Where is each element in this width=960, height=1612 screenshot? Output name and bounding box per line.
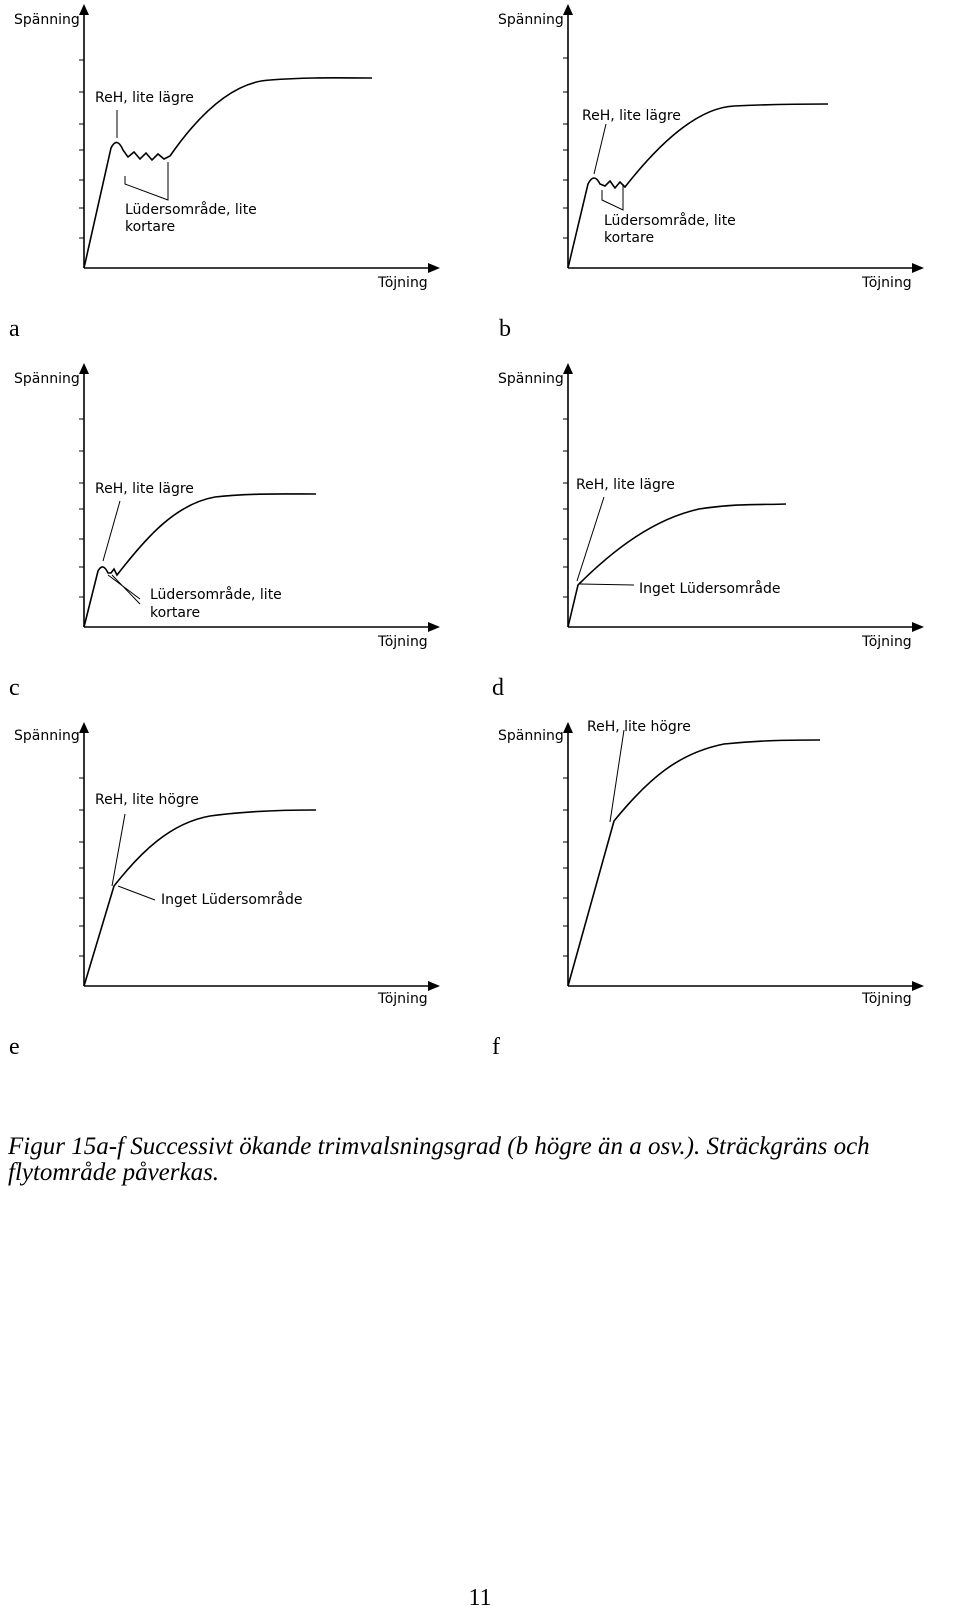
graph-a <box>0 0 480 300</box>
panel-letter-f: f <box>492 1034 500 1060</box>
y-axis-label-a: Spänning <box>14 12 80 28</box>
reh-label-e: ReH, lite högre <box>95 792 199 808</box>
panel-c <box>0 359 480 659</box>
panel-b <box>484 0 960 300</box>
luders-label-c-1: Lüdersområde, lite <box>150 587 282 603</box>
x-axis-label-b: Töjning <box>862 275 912 291</box>
panel-letter-e: e <box>9 1034 20 1060</box>
reh-label-c: ReH, lite lägre <box>95 481 194 497</box>
panel-letter-b: b <box>499 316 511 342</box>
graph-d <box>484 359 960 659</box>
panel-e <box>0 718 480 1018</box>
luders-label-b-2: kortare <box>604 230 655 246</box>
reh-label-b: ReH, lite lägre <box>582 108 681 124</box>
x-axis-label-d: Töjning <box>862 634 912 650</box>
graph-f <box>484 718 960 1018</box>
graph-c <box>0 359 480 659</box>
x-axis-label-a: Töjning <box>378 275 428 291</box>
luders-label-d: Inget Lüdersområde <box>639 581 781 597</box>
panel-letter-d: d <box>492 675 504 701</box>
x-axis-label-e: Töjning <box>378 991 428 1007</box>
panel-d <box>484 359 960 659</box>
x-axis-label-f: Töjning <box>862 991 912 1007</box>
y-axis-label-c: Spänning <box>14 371 80 387</box>
luders-label-b-1: Lüdersområde, lite <box>604 213 736 229</box>
page-number: 11 <box>468 1585 492 1611</box>
panel-f <box>484 718 960 1018</box>
y-axis-label-f: Spänning <box>498 728 564 744</box>
graph-b <box>484 0 960 300</box>
graph-e <box>0 718 480 1018</box>
reh-label-f: ReH, lite högre <box>587 719 691 735</box>
y-axis-label-e: Spänning <box>14 728 80 744</box>
luders-label-a-2: kortare <box>125 219 176 235</box>
x-axis-label-c: Töjning <box>378 634 428 650</box>
panel-letter-c: c <box>9 675 20 701</box>
luders-label-a-1: Lüdersområde, lite <box>125 202 257 218</box>
panel-a <box>0 0 480 300</box>
luders-label-c-2: kortare <box>150 605 201 621</box>
luders-label-e: Inget Lüdersområde <box>161 892 303 908</box>
y-axis-label-d: Spänning <box>498 371 564 387</box>
panel-letter-a: a <box>9 316 20 342</box>
reh-label-a: ReH, lite lägre <box>95 90 194 106</box>
reh-label-d: ReH, lite lägre <box>576 477 675 493</box>
figure-caption: Figur 15a-f Successivt ökande trimvalsningsgrad (b högre än a osv.). Sträckgräns och flytområde påverkas. <box>8 1133 870 1186</box>
y-axis-label-b: Spänning <box>498 12 564 28</box>
